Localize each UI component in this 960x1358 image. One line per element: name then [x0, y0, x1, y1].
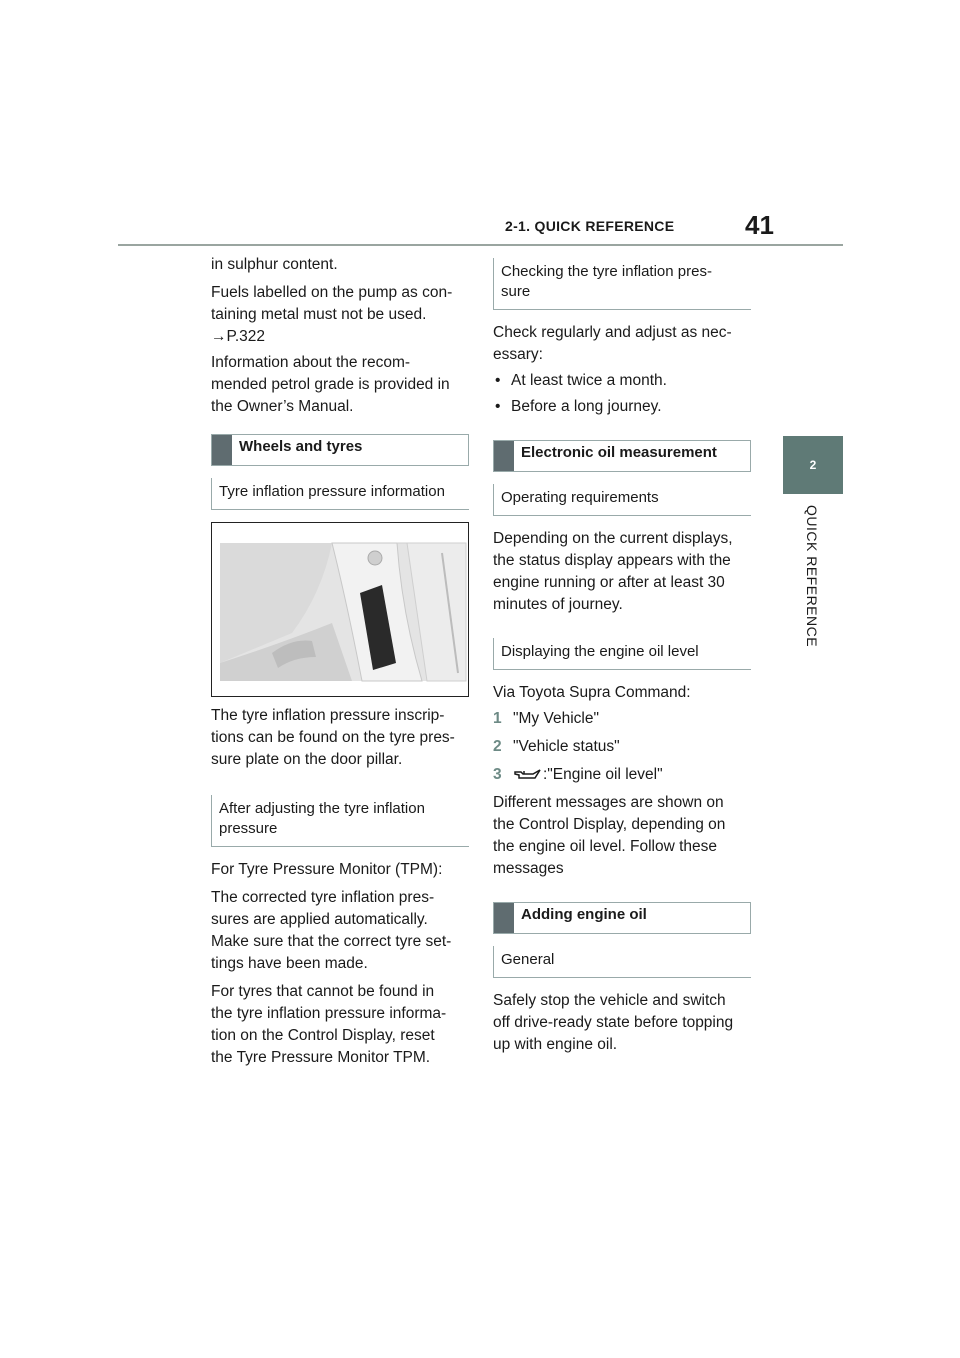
heading-marker — [494, 441, 514, 471]
paragraph: Safely stop the vehicle and switch off drive-ready state before topping up with engine oil. — [493, 992, 734, 1053]
subheading-operating: Operating requirements — [493, 484, 751, 516]
page-reference-link[interactable]: →P.322 — [211, 328, 266, 345]
step-item: 3 :"Engine oil level" — [493, 766, 663, 783]
door-pillar-figure — [211, 522, 469, 697]
paragraph: The tyre inflation pressure inscrip- tions can be found on the tyre pres- sure plate on the door pillar. — [211, 707, 455, 768]
left-column — [211, 254, 469, 1073]
subheading-tyre-info: Tyre inflation pressure information — [211, 478, 469, 510]
subheading-displaying: Displaying the engine oil level — [493, 638, 751, 670]
paragraph: The corrected tyre inflation pres- sures are applied automatically. Make sure that the correct tyre set- tings have been made. — [211, 889, 452, 972]
subheading-checking: Checking the tyre inflation pres- sure — [493, 258, 751, 310]
paragraph: For Tyre Pressure Monitor (TPM): — [211, 861, 443, 878]
chapter-side-label: QUICK REFERENCE — [804, 505, 820, 648]
section-heading-wheels: Wheels and tyres — [211, 434, 469, 466]
subheading-general: General — [493, 946, 751, 978]
header-rule — [118, 244, 843, 246]
door-pillar-tyre-plate-illustration — [212, 523, 468, 696]
oil-can-icon — [513, 768, 541, 782]
heading-marker — [494, 903, 514, 933]
heading-marker — [212, 435, 232, 465]
list-item: • At least twice a month. — [493, 370, 751, 392]
paragraph: Depending on the current displays, the status display appears with the engine running or after at least 30 minutes of journey. — [493, 530, 733, 613]
paragraph: Check regularly and adjust as nec- essary: — [493, 324, 732, 363]
header-section-title: 2-1. QUICK REFERENCE — [505, 218, 675, 234]
step-item: 1 "My Vehicle" — [493, 710, 599, 727]
section-heading-oil: Electronic oil measurement — [493, 440, 751, 472]
paragraph: Fuels labelled on the pump as con- taining metal must not be used. →P.322 — [211, 284, 453, 345]
section-heading-adding: Adding engine oil — [493, 902, 751, 934]
page-number: 41 — [745, 210, 774, 240]
paragraph: Different messages are shown on the Control Display, depending on the engine oil level. Follow these messages — [493, 794, 726, 877]
list-item: • Before a long journey. — [493, 396, 751, 418]
chapter-tab: 2 — [783, 436, 843, 494]
paragraph: For tyres that cannot be found in the tyre inflation pressure informa- tion on the Control Display, reset the Tyre Pressure Monitor TPM. — [211, 983, 447, 1066]
right-column — [493, 258, 751, 1060]
paragraph: in sulphur content. — [211, 256, 338, 273]
subheading-after-adjusting: After adjusting the tyre inflation pressure — [211, 795, 469, 847]
step-item: 2 "Vehicle status" — [493, 738, 620, 755]
paragraph: Information about the recom- mended petrol grade is provided in the Owner’s Manual. — [211, 354, 450, 415]
paragraph: Via Toyota Supra Command: — [493, 684, 691, 701]
